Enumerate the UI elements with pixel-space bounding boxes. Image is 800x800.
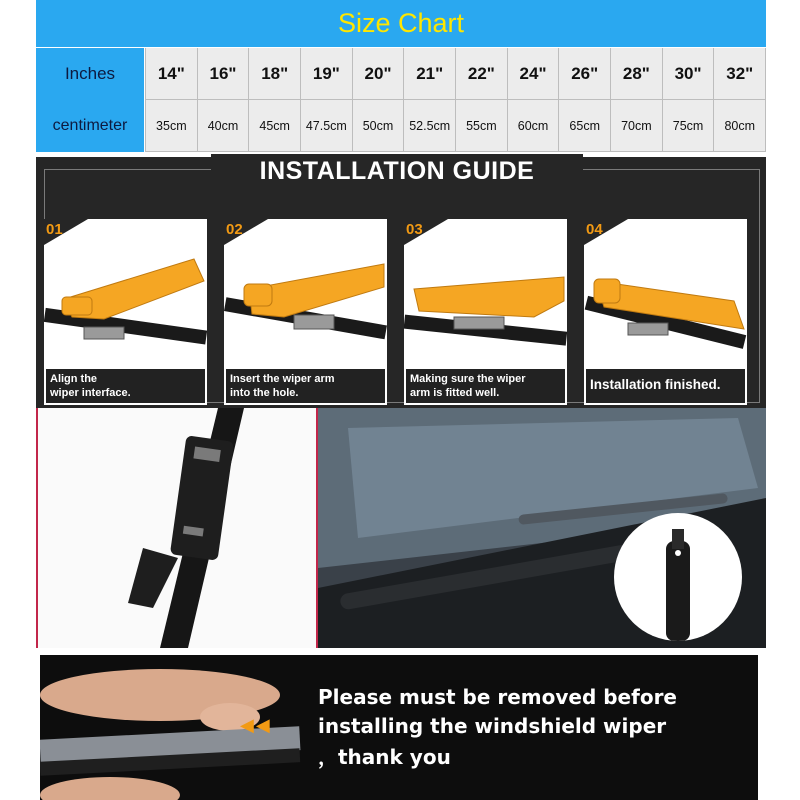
- step-caption: Align the wiper interface.: [46, 369, 205, 403]
- size-cell-inches: 14": [145, 48, 197, 100]
- wiper-adapter-illustration: [38, 408, 318, 648]
- centimeter-row: [36, 100, 766, 152]
- size-cell-centimeter: 45cm: [248, 100, 300, 152]
- size-cell-inches: 22": [455, 48, 507, 100]
- step-1-card: [44, 219, 207, 405]
- wiper-connector-inset: [614, 513, 742, 641]
- notice-text-line-2: installing the windshield wiper: [318, 714, 667, 738]
- centimeter-row-label: centimeter: [36, 100, 145, 152]
- size-cell-centimeter: 47.5cm: [300, 100, 352, 152]
- installation-guide-panel: [36, 157, 766, 408]
- size-cell-inches: 16": [197, 48, 249, 100]
- step-caption: Making sure the wiper arm is fitted well.: [406, 369, 565, 403]
- size-chart-title: Size Chart: [36, 0, 766, 47]
- size-cell-centimeter: 65cm: [558, 100, 610, 152]
- size-cell-inches: 20": [352, 48, 404, 100]
- inches-row: [36, 48, 766, 100]
- size-cell-centimeter: 52.5cm: [403, 100, 455, 152]
- wiper-adapter-closeup-photo: [36, 408, 318, 648]
- notice-text-line-1: Please must be removed before: [318, 685, 677, 709]
- step-number: 04: [586, 221, 603, 238]
- removal-notice-panel: [40, 655, 758, 800]
- step-caption: Insert the wiper arm into the hole.: [226, 369, 385, 403]
- size-cell-centimeter: 55cm: [455, 100, 507, 152]
- step-number: 03: [406, 221, 423, 238]
- size-cell-centimeter: 60cm: [507, 100, 559, 152]
- size-cell-inches: 19": [300, 48, 352, 100]
- size-cell-centimeter: 35cm: [145, 100, 197, 152]
- size-cell-centimeter: 40cm: [197, 100, 249, 152]
- size-chart-table: [36, 0, 766, 152]
- installation-guide-title: INSTALLATION GUIDE: [211, 154, 583, 190]
- arrow-left-icon: ◀◀: [240, 715, 272, 735]
- centimeter-cells: [145, 100, 766, 152]
- size-cell-inches: 32": [713, 48, 766, 100]
- size-cell-inches: 30": [662, 48, 714, 100]
- inches-cells: [145, 48, 766, 100]
- size-cell-centimeter: 75cm: [662, 100, 714, 152]
- step-caption: Installation finished.: [586, 369, 745, 403]
- step-2-card: [224, 219, 387, 405]
- inches-row-label: Inches: [36, 48, 145, 100]
- size-cell-inches: 26": [558, 48, 610, 100]
- size-cell-inches: 24": [507, 48, 559, 100]
- size-cell-centimeter: 50cm: [352, 100, 404, 152]
- size-cell-centimeter: 70cm: [610, 100, 662, 152]
- size-cell-centimeter: 80cm: [713, 100, 766, 152]
- size-cell-inches: 21": [403, 48, 455, 100]
- size-cell-inches: 18": [248, 48, 300, 100]
- size-cell-inches: 28": [610, 48, 662, 100]
- step-number: 02: [226, 221, 243, 238]
- step-3-card: [404, 219, 567, 405]
- connector-illustration: [614, 513, 742, 641]
- notice-text-line-3: ，thank you: [318, 745, 451, 769]
- step-number: 01: [46, 221, 63, 238]
- step-4-card: [584, 219, 747, 405]
